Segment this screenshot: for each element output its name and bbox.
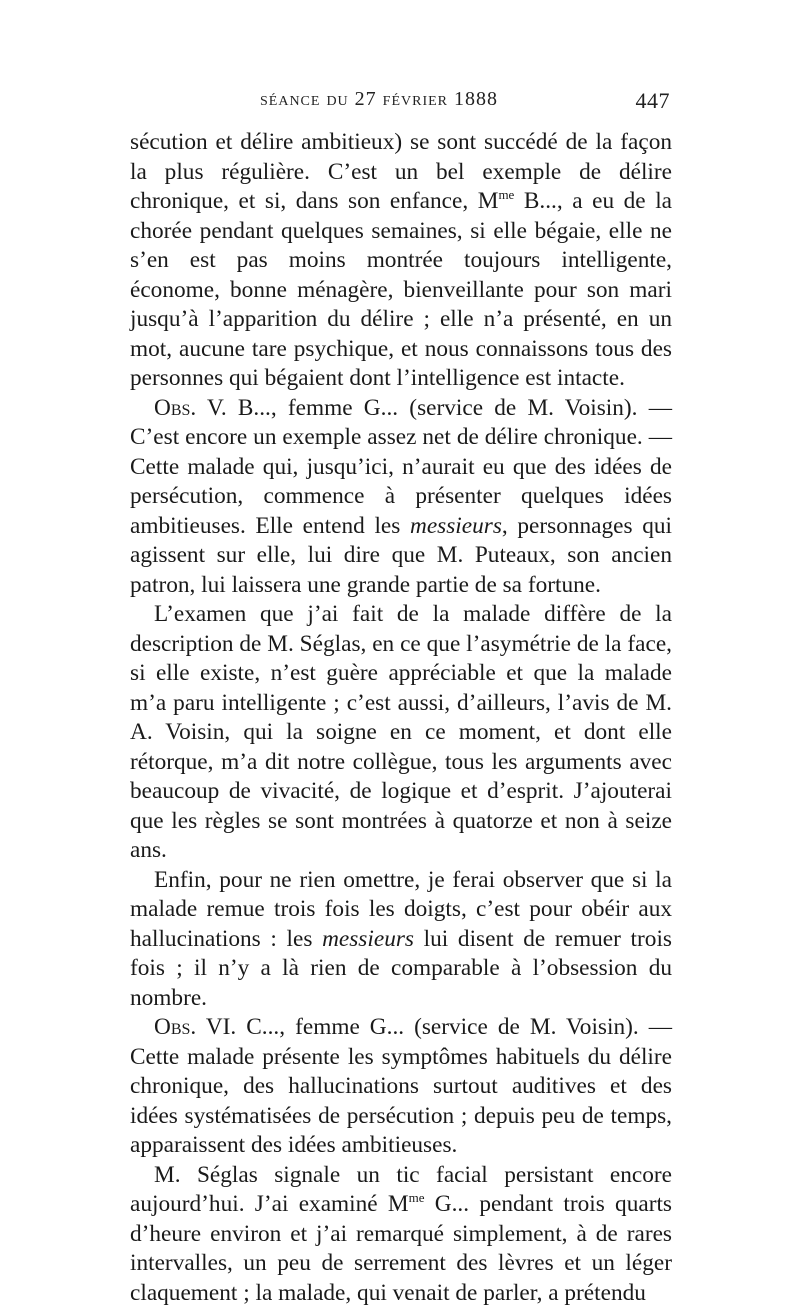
paragraph-4-text-continued: lui disent de remuer trois fois ; il n’y a là rien de comparable à l’obsession du nombre. (130, 926, 672, 1011)
superscript: me (498, 187, 514, 202)
paragraph-2-text: B..., femme G... (service de M. Voisin). — C’est encore un exemple assez net de délire chronique. — Cette malade qui, jusqu’ici, n’aurait eu que des idées de persécution, commence à présenter quelques idées ambitieuses. Elle entend les (130, 395, 672, 539)
paragraph-1-text-continued: B..., a eu de la chorée pendant quelques semaines, si elle bégaie, elle ne s’en est pas moins montrée toujours intelligente, économe, bonne ménagère, bienveillante pour son mari jusqu’à l’apparition du délire ; elle n’a présenté, en un mot, aucune tare psychique, et nous connaissons tous des personnes qui bégaient dont l’intelligence est intacte. (130, 188, 672, 391)
paragraph-1-text: sécution et délire ambitieux) se sont succédé de la façon la plus régulière. C’est un bel exemple de délire chronique, et si, dans son enfance, M (130, 129, 672, 214)
page-number: 447 (636, 88, 671, 114)
body-text (130, 128, 672, 1308)
paragraph-6 (130, 1161, 672, 1308)
running-title: séance du 27 février 1888 (260, 88, 498, 111)
running-header (130, 88, 670, 118)
paragraph-1 (130, 128, 672, 394)
paragraph-3: L’examen que j’ai fait de la malade diffère de la description de M. Séglas, en ce que l’asymétrie de la face, si elle existe, n’est guère appréciable et que la malade m’a paru intelligente ; c’est aussi, d’ailleurs, l’avis de M. A. Voisin, qui la soigne en ce moment, et dont elle rétorque, m’a dit notre collègue, tous les arguments avec beaucoup de vivacité, de logique et d’esprit. J’ajouterai que les règles se sont montrées à quatorze et non à seize ans. (130, 600, 672, 866)
observation-label: Obs. VI. (154, 1014, 236, 1040)
paragraph-6-text: M. Séglas signale un tic facial persistant encore aujourd’hui. J’ai examiné M (130, 1162, 672, 1218)
italic-term: messieurs (410, 513, 502, 539)
paragraph-2 (130, 394, 672, 601)
paragraph-4 (130, 866, 672, 1014)
paragraph-5-text: C..., femme G... (service de M. Voisin). — Cette malade présente les symptômes habituels du délire chronique, des hallucinations surtout auditives et des idées systématisées de persécution ; depuis peu de temps, apparaissent des idées ambitieuses. (130, 1014, 672, 1158)
italic-term: messieurs (322, 926, 414, 952)
paragraph-5 (130, 1013, 672, 1161)
paragraph-2-text-continued: , personnages qui agissent sur elle, lui dire que M. Puteaux, son ancien patron, lui laissera une grande partie de sa fortune. (130, 513, 672, 598)
paragraph-6-text-continued: G... pendant trois quarts d’heure environ et j’ai remarqué simplement, à de rares intervalles, un peu de serrement des lèvres et un léger claquement ; la malade, qui venait de parler, a prétendu (130, 1191, 672, 1306)
superscript: me (409, 1190, 425, 1205)
observation-label: Obs. V. (154, 395, 227, 421)
paragraph-4-text: Enfin, pour ne rien omettre, je ferai observer que si la malade remue trois fois les doigts, c’est pour obéir aux hallucinations : les (130, 867, 672, 952)
